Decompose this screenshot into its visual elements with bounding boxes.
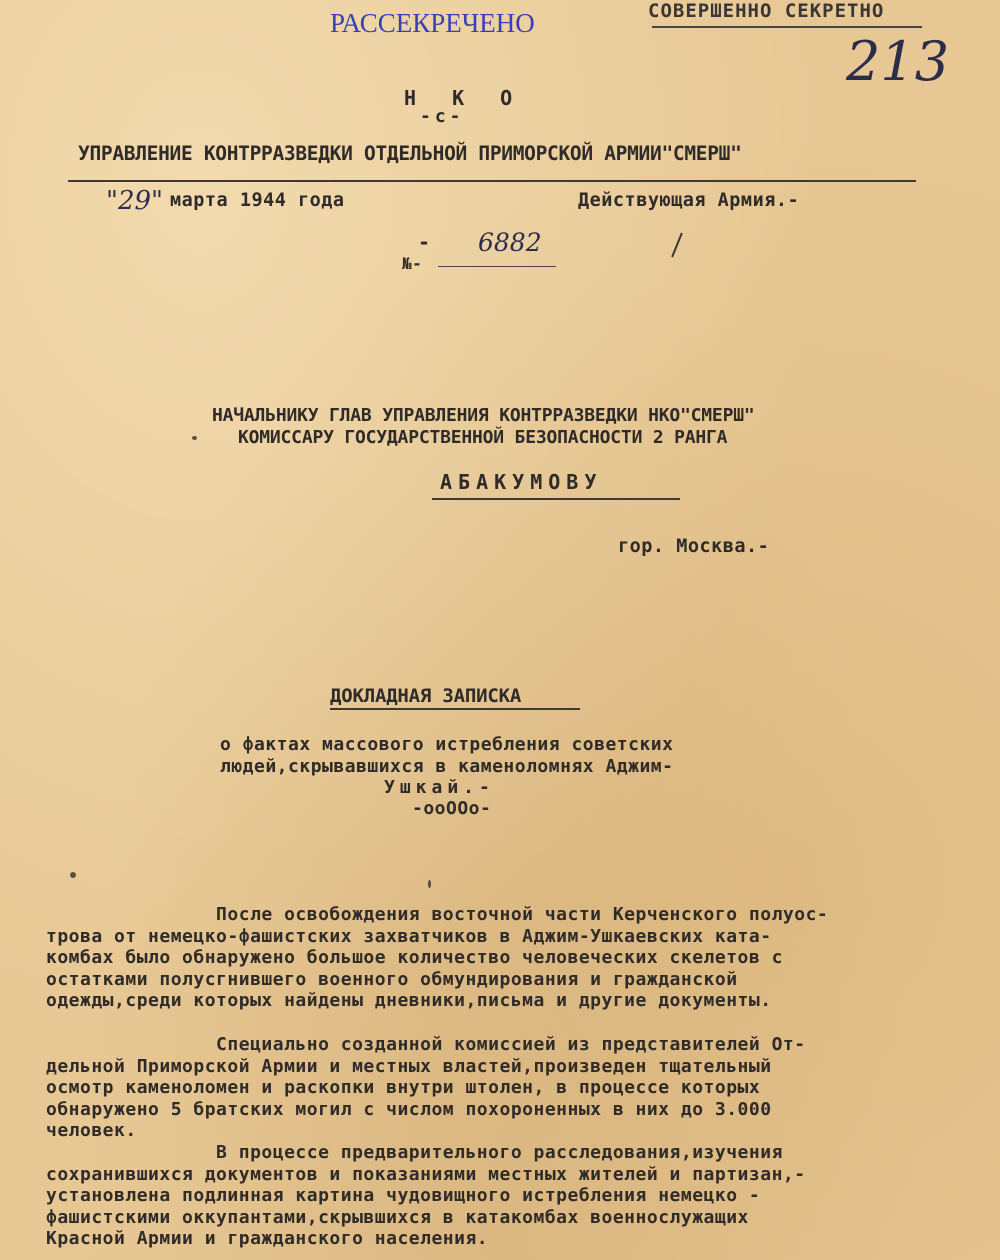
- paper-speck: [70, 872, 76, 878]
- addressee-city: гор. Москва.-: [618, 536, 770, 557]
- top-secret-stamp: СОВЕРШЕННО СЕКРЕТНО: [648, 0, 885, 22]
- paragraph-line: одежды,среди которых найдены дневники,письма и другие документы.: [46, 990, 772, 1011]
- paragraph-line: обнаружено 5 братских могил с числом похороненных в них до 3.000: [46, 1098, 772, 1120]
- paragraph-line: остатками полусгнившего военного обмундирования и гражданской: [46, 968, 738, 990]
- org-name: Н К О: [404, 86, 525, 110]
- declassified-stamp: РАССЕКРЕЧЕНО: [330, 8, 535, 38]
- paragraph-line: человек.: [46, 1120, 137, 1141]
- paragraph-line: В процессе предварительного расследования,изучения: [46, 1142, 783, 1163]
- department-name: УПРАВЛЕНИЕ КОНТРРАЗВЕДКИ ОТДЕЛЬНОЙ ПРИМОРСКОЙ АРМИИ"СМЕРШ": [78, 142, 742, 165]
- paragraph-line: комбах было обнаружено большое количество человеческих скелетов с: [46, 947, 783, 968]
- paragraph-line: Красной Армии и гражданского населения.: [46, 1228, 489, 1249]
- addressee-name-underline: [432, 498, 680, 500]
- registration-prefix: №-: [402, 254, 423, 273]
- registration-number: 6882: [478, 228, 542, 257]
- paragraph-line: установлена подлинная картина чудовищного истребления немецко -: [46, 1185, 761, 1206]
- addressee-line-2: КОМИССАРУ ГОСУДАРСТВЕННОЙ БЕЗОПАСНОСТИ 2 РАНГА: [238, 427, 728, 448]
- document-subtitle-line-2: людей,скрывавшихся в каменоломнях Аджим-: [220, 756, 674, 777]
- date-day: "29": [106, 186, 164, 216]
- paragraph-1: [46, 904, 946, 1012]
- registration-dash: -: [418, 230, 431, 254]
- paragraph-line: фашистскими оккупантами,скрывшихся в катакомбах военнослужащих: [46, 1206, 749, 1228]
- paragraph-line: Специально созданной комиссией из представителей От-: [46, 1034, 806, 1055]
- paragraph-line: дельной Приморской Армии и местных властей,произведен тщательный: [46, 1055, 772, 1077]
- org-subtitle: -с-: [420, 106, 465, 127]
- document-subtitle-line-3: Ушкай.-: [384, 777, 495, 798]
- document-separator: -ооООо-: [412, 798, 492, 819]
- document-subtitle-line-1: о фактах массового истребления советских: [220, 734, 674, 755]
- header-rule: [68, 180, 916, 182]
- paragraph-line: После освобождения восточной части Керченского полуос-: [46, 904, 829, 925]
- addressee-line-1: НАЧАЛЬНИКУ ГЛАВ УПРАВЛЕНИЯ КОНТРРАЗВЕДКИ НКО"СМЕРШ": [212, 405, 755, 426]
- addressee-name: АБАКУМОВУ: [440, 470, 603, 494]
- paper-speck: [428, 880, 431, 888]
- paragraph-line: осмотр каменоломен и раскопки внутри штолен, в процессе которых: [46, 1077, 761, 1098]
- paragraph-2: [46, 1034, 946, 1142]
- registration-slash: [671, 233, 683, 258]
- paragraph-line: сохранившихся документов и показаниями местных жителей и партизан,-: [46, 1163, 806, 1185]
- paper-speck: [192, 436, 197, 440]
- document-title-underline: [330, 708, 580, 710]
- paragraph-line: трова от немецко-фашистских захватчиков в Аджим-Ушкаевских ката-: [46, 925, 772, 947]
- registration-underline: [438, 266, 556, 267]
- handwritten-page-number: 213: [846, 30, 950, 93]
- top-secret-underline: [652, 26, 922, 28]
- location-text: Действующая Армия.-: [578, 190, 800, 211]
- paragraph-3: [46, 1142, 946, 1250]
- date-text: марта 1944 года: [170, 190, 345, 211]
- document-title: ДОКЛАДНАЯ ЗАПИСКА: [330, 685, 522, 707]
